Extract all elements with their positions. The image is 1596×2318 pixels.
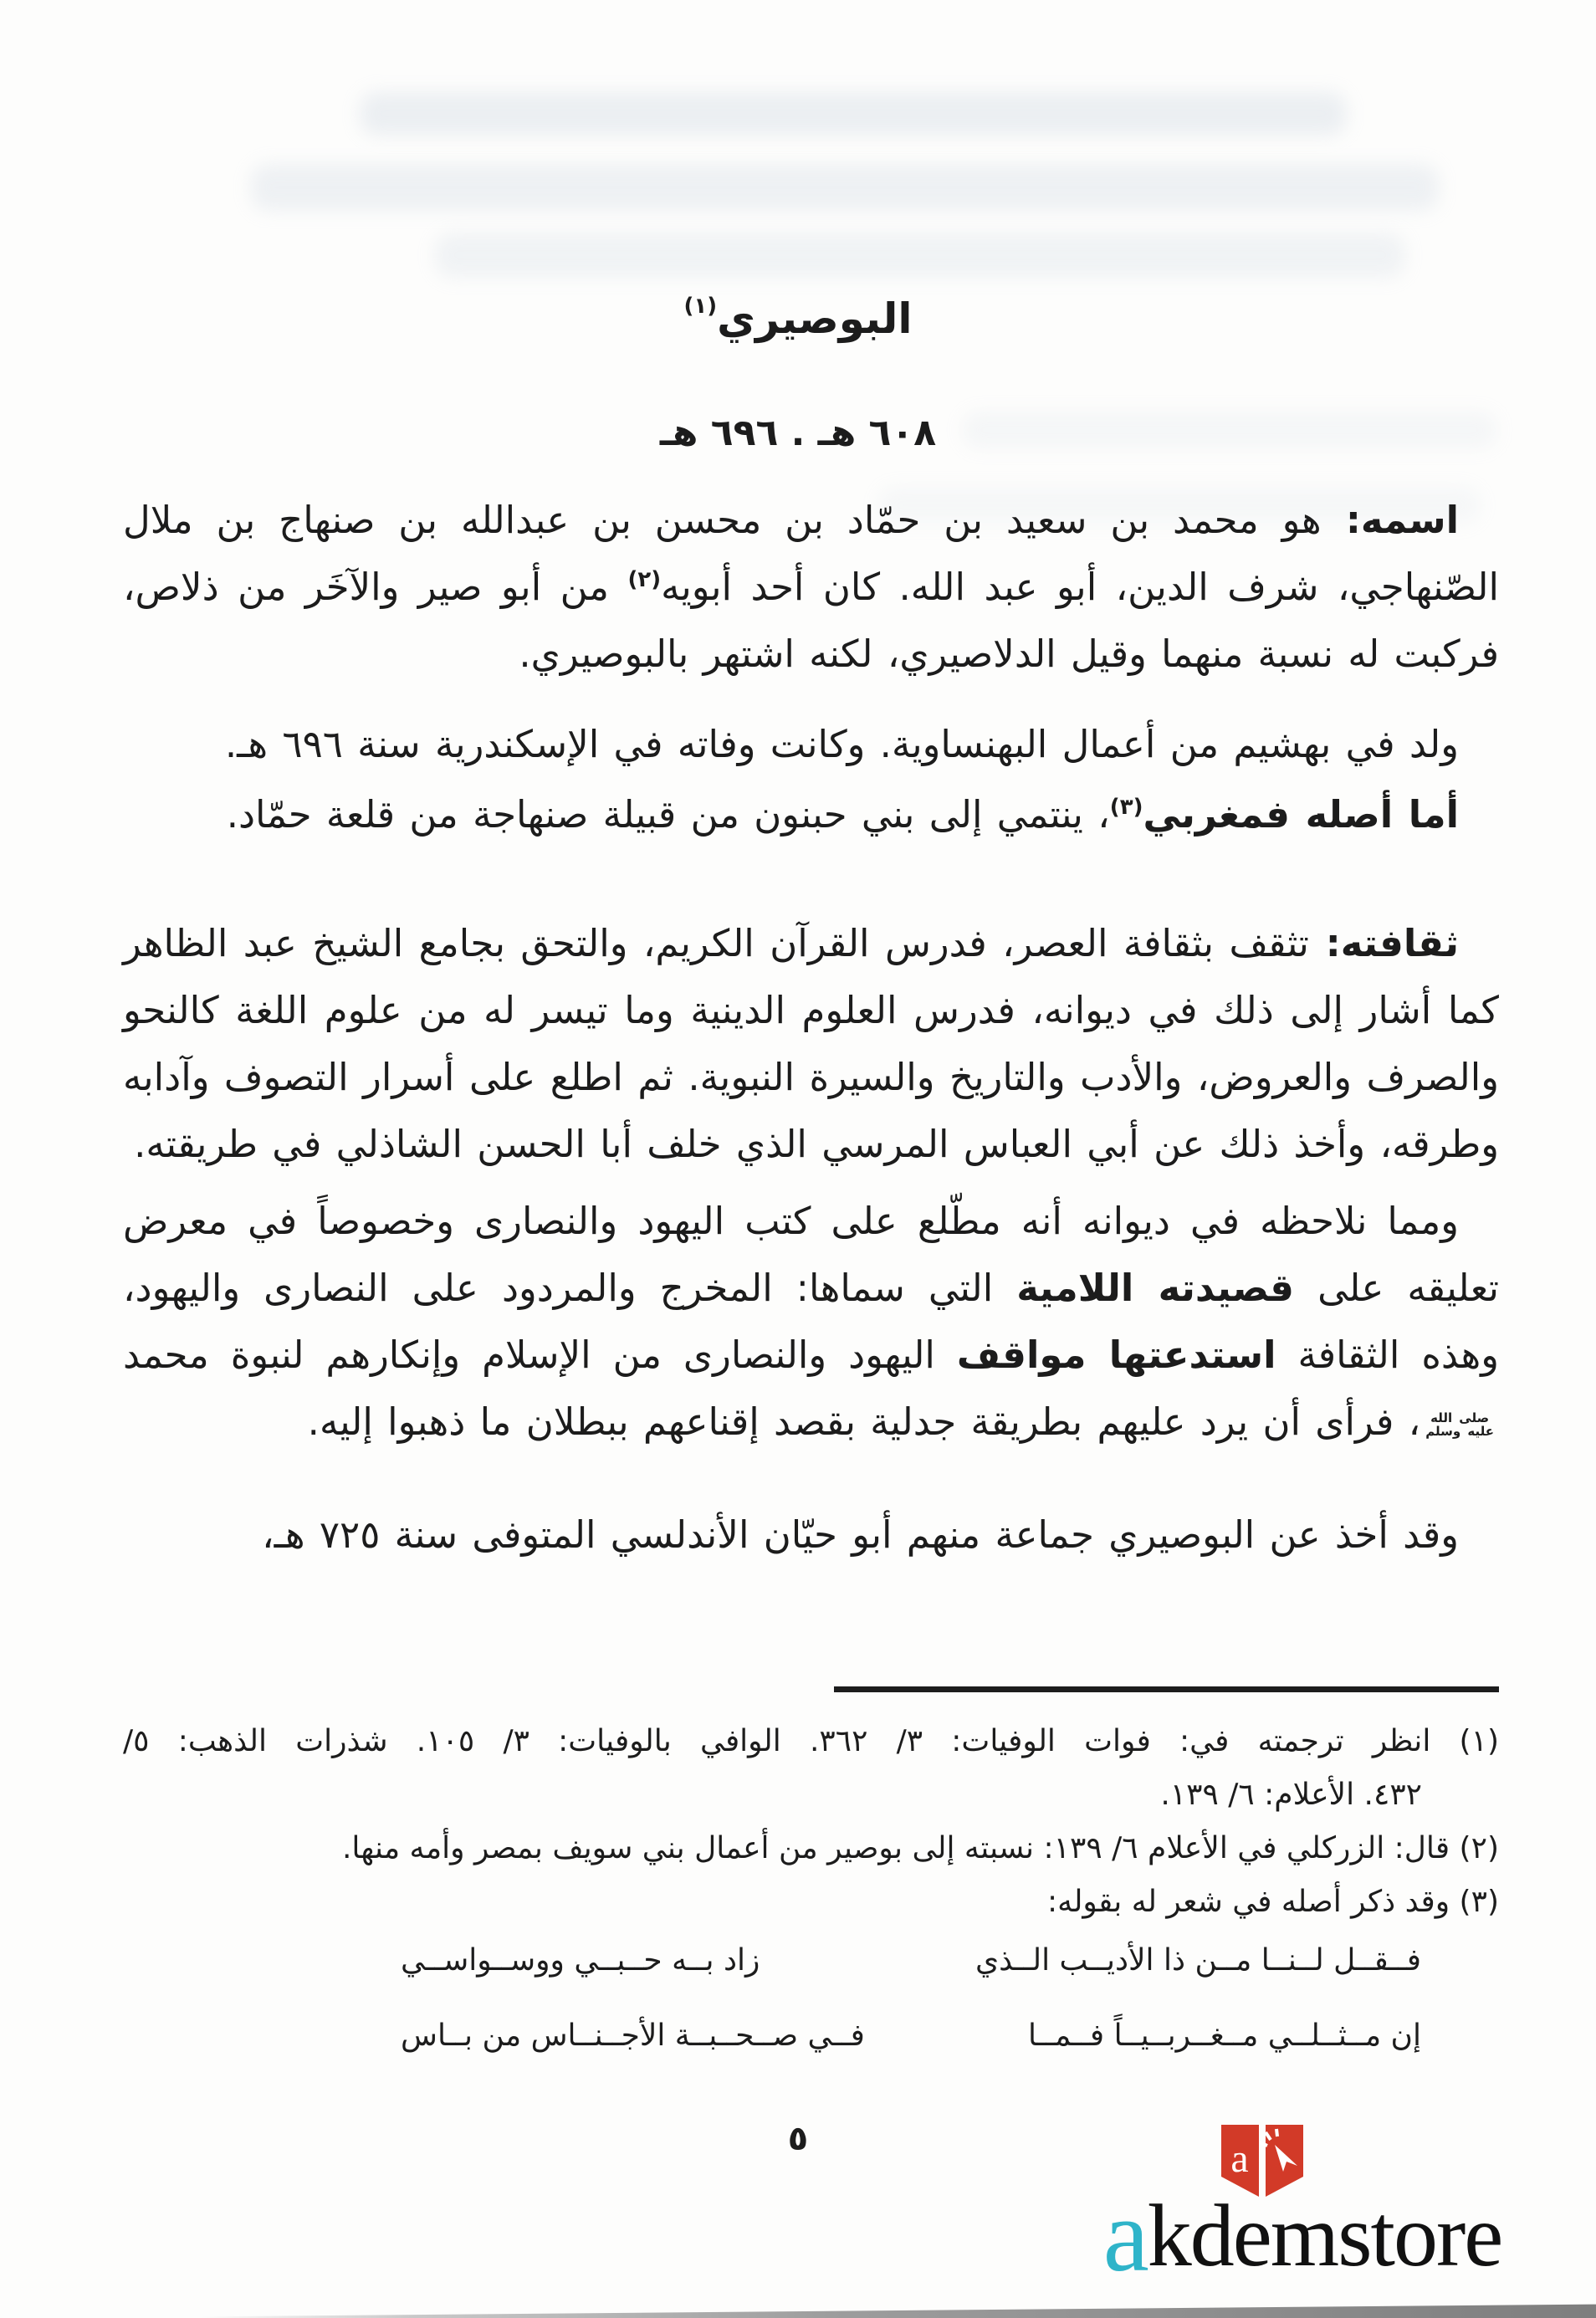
ghost-bleed-through [360, 92, 1347, 136]
footnote-area [123, 1686, 1499, 2086]
logo-rest: kdemstore [1147, 2187, 1502, 2285]
akdemstore-logo [1022, 2125, 1583, 2293]
paragraph-text: اليهود والنصارى من الإسلام وإنكارهم لنبوة محمد [123, 1333, 957, 1377]
verse-line [401, 2011, 1421, 2061]
paragraph [123, 1502, 1499, 1568]
logo-wordmark [1102, 2178, 1502, 2293]
footnote-marker: (٣) [1450, 1885, 1499, 1919]
footnote-marker: (٢) [1450, 1831, 1499, 1865]
paragraph-text: من أبو صير والآخَر من ذلاص، فركبت له نسبة منهما وقيل الدلاصيري، لكنه اشتهر بالبوصيري. [123, 565, 1499, 676]
hemistich-right: إن مــثــلــي مــغــربــيــاً فــمــا [1027, 2019, 1421, 2053]
hemistich-right: فــقــل لــنــا مــن ذا الأديــب الــذي [974, 1943, 1421, 1978]
footnotes [123, 1717, 1499, 1927]
logo-shield-icon [1220, 2125, 1305, 2202]
scan-edge-artifact [201, 2301, 1596, 2318]
logo-accent-letter: a [1102, 2178, 1148, 2293]
hemistich-left: زاد بــه حــبــي ووســواســي [401, 1943, 760, 1978]
page-number: ٥ [787, 2120, 809, 2158]
footnote-line: ٤٣٢. الأعلام: ٦/ ١٣٩. [1160, 1778, 1422, 1812]
paragraph-text: ، فرأى أن يرد عليهم بطريقة جدلية بقصد إقناعهم ببطلان ما ذهبوا إليه. [307, 1399, 1421, 1444]
footnote-marker: (١) [1430, 1724, 1499, 1758]
paragraph [123, 711, 1499, 778]
pbuh-mark: صلى الله عليه وسلم [1425, 1410, 1494, 1439]
paragraph-text: تثقف بثقافة العصر، فدرس القرآن الكريم، والتحق بجامع الشيخ عبد الظاهر كما أشار إلى ذلك في ديوانه، فدرس العلوم الدينية وما تيسر له من علوم اللغة كالنحو والصرف والعروض، والأدب والتاريخ والسيرة النبوية. ثم اطلع على أسرار التصوف وآدابه وطرقه، وأخذ ذلك عن أبي العباس المرسي الذي خلف أبا الحسن الشاذلي في طريقته. [123, 921, 1499, 1166]
page-title-text: البوصيري [717, 294, 913, 343]
ghost-bleed-through [435, 233, 1405, 278]
page-title [0, 294, 1596, 343]
verse-line [401, 1936, 1421, 1986]
footnote-line: (٣) وقد ذكر أصله في شعر له بقوله: [1047, 1885, 1499, 1919]
paragraph-text: هو محمد بن سعيد بن حمّاد بن محسن بن عبدالله بن صنهاج بن ملال الصّنهاجي، شرف الدين، أبو عبد الله. كان أحد أبويه [123, 498, 1499, 609]
body-text [123, 487, 1499, 1568]
life-dates: ٦٠٨ هـ . ٦٩٦ هـ [659, 412, 937, 454]
paragraph [123, 1188, 1499, 1456]
paragraph-text: اسمه: [1321, 498, 1459, 542]
poetry [401, 1936, 1421, 2061]
footnote-line: (١) انظر ترجمته في: فوات الوفيات: ٣/ ٣٦٢. الوافي بالوفيات: ٣/ ١٠٥. شذرات الذهب: ٥/ [123, 1724, 1499, 1758]
title-footnote-ref: (١) [683, 294, 718, 320]
paragraph [123, 910, 1499, 1178]
paragraph-text: ثقافته: [1308, 921, 1460, 965]
paragraph-text: التي سماها: المخرج والمردود على النصارى واليهود، وهذه الثقافة [123, 1266, 1500, 1377]
footnote-separator [834, 1686, 1499, 1692]
footnote-ref: (٢) [627, 567, 662, 592]
paragraph [123, 781, 1499, 848]
paragraph-text: أما أصله فمغربي [1143, 792, 1459, 837]
paragraph-text: ومما نلاحظه في ديوانه أنه مطّلع على كتب اليهود والنصارى وخصوصاً في معرض تعليقه على [123, 1199, 1499, 1310]
footnote-ref: (٣) [1109, 795, 1143, 820]
logo-shield-letter: a [1230, 2136, 1249, 2181]
paragraph-text: ، ينتمي إلى بني حبنون من قبيلة صنهاجة من قلعة حمّاد. [226, 792, 1110, 837]
paragraph-text: قصيدته اللامية [1016, 1266, 1295, 1310]
paragraph-text: استدعتها مواقف [956, 1333, 1276, 1377]
paragraph [123, 487, 1499, 688]
paragraph-text: ولد في بهشيم من أعمال البهنساوية. وكانت وفاته في الإسكندرية سنة ٦٩٦ هـ. [224, 722, 1459, 766]
footnote-line: (٢) قال: الزركلي في الأعلام ٦/ ١٣٩: نسبته إلى بوصير من أعمال بني سويف بمصر وأمه منها. [341, 1831, 1499, 1865]
paragraph-text: وقد أخذ عن البوصيري جماعة منهم أبو حيّان الأندلسي المتوفى سنة ٧٢٥ هـ، [262, 1512, 1459, 1557]
ghost-bleed-through [251, 164, 1439, 211]
hemistich-left: فــي صــحــبــة الأجــنــاس من بــاس [401, 2019, 865, 2053]
